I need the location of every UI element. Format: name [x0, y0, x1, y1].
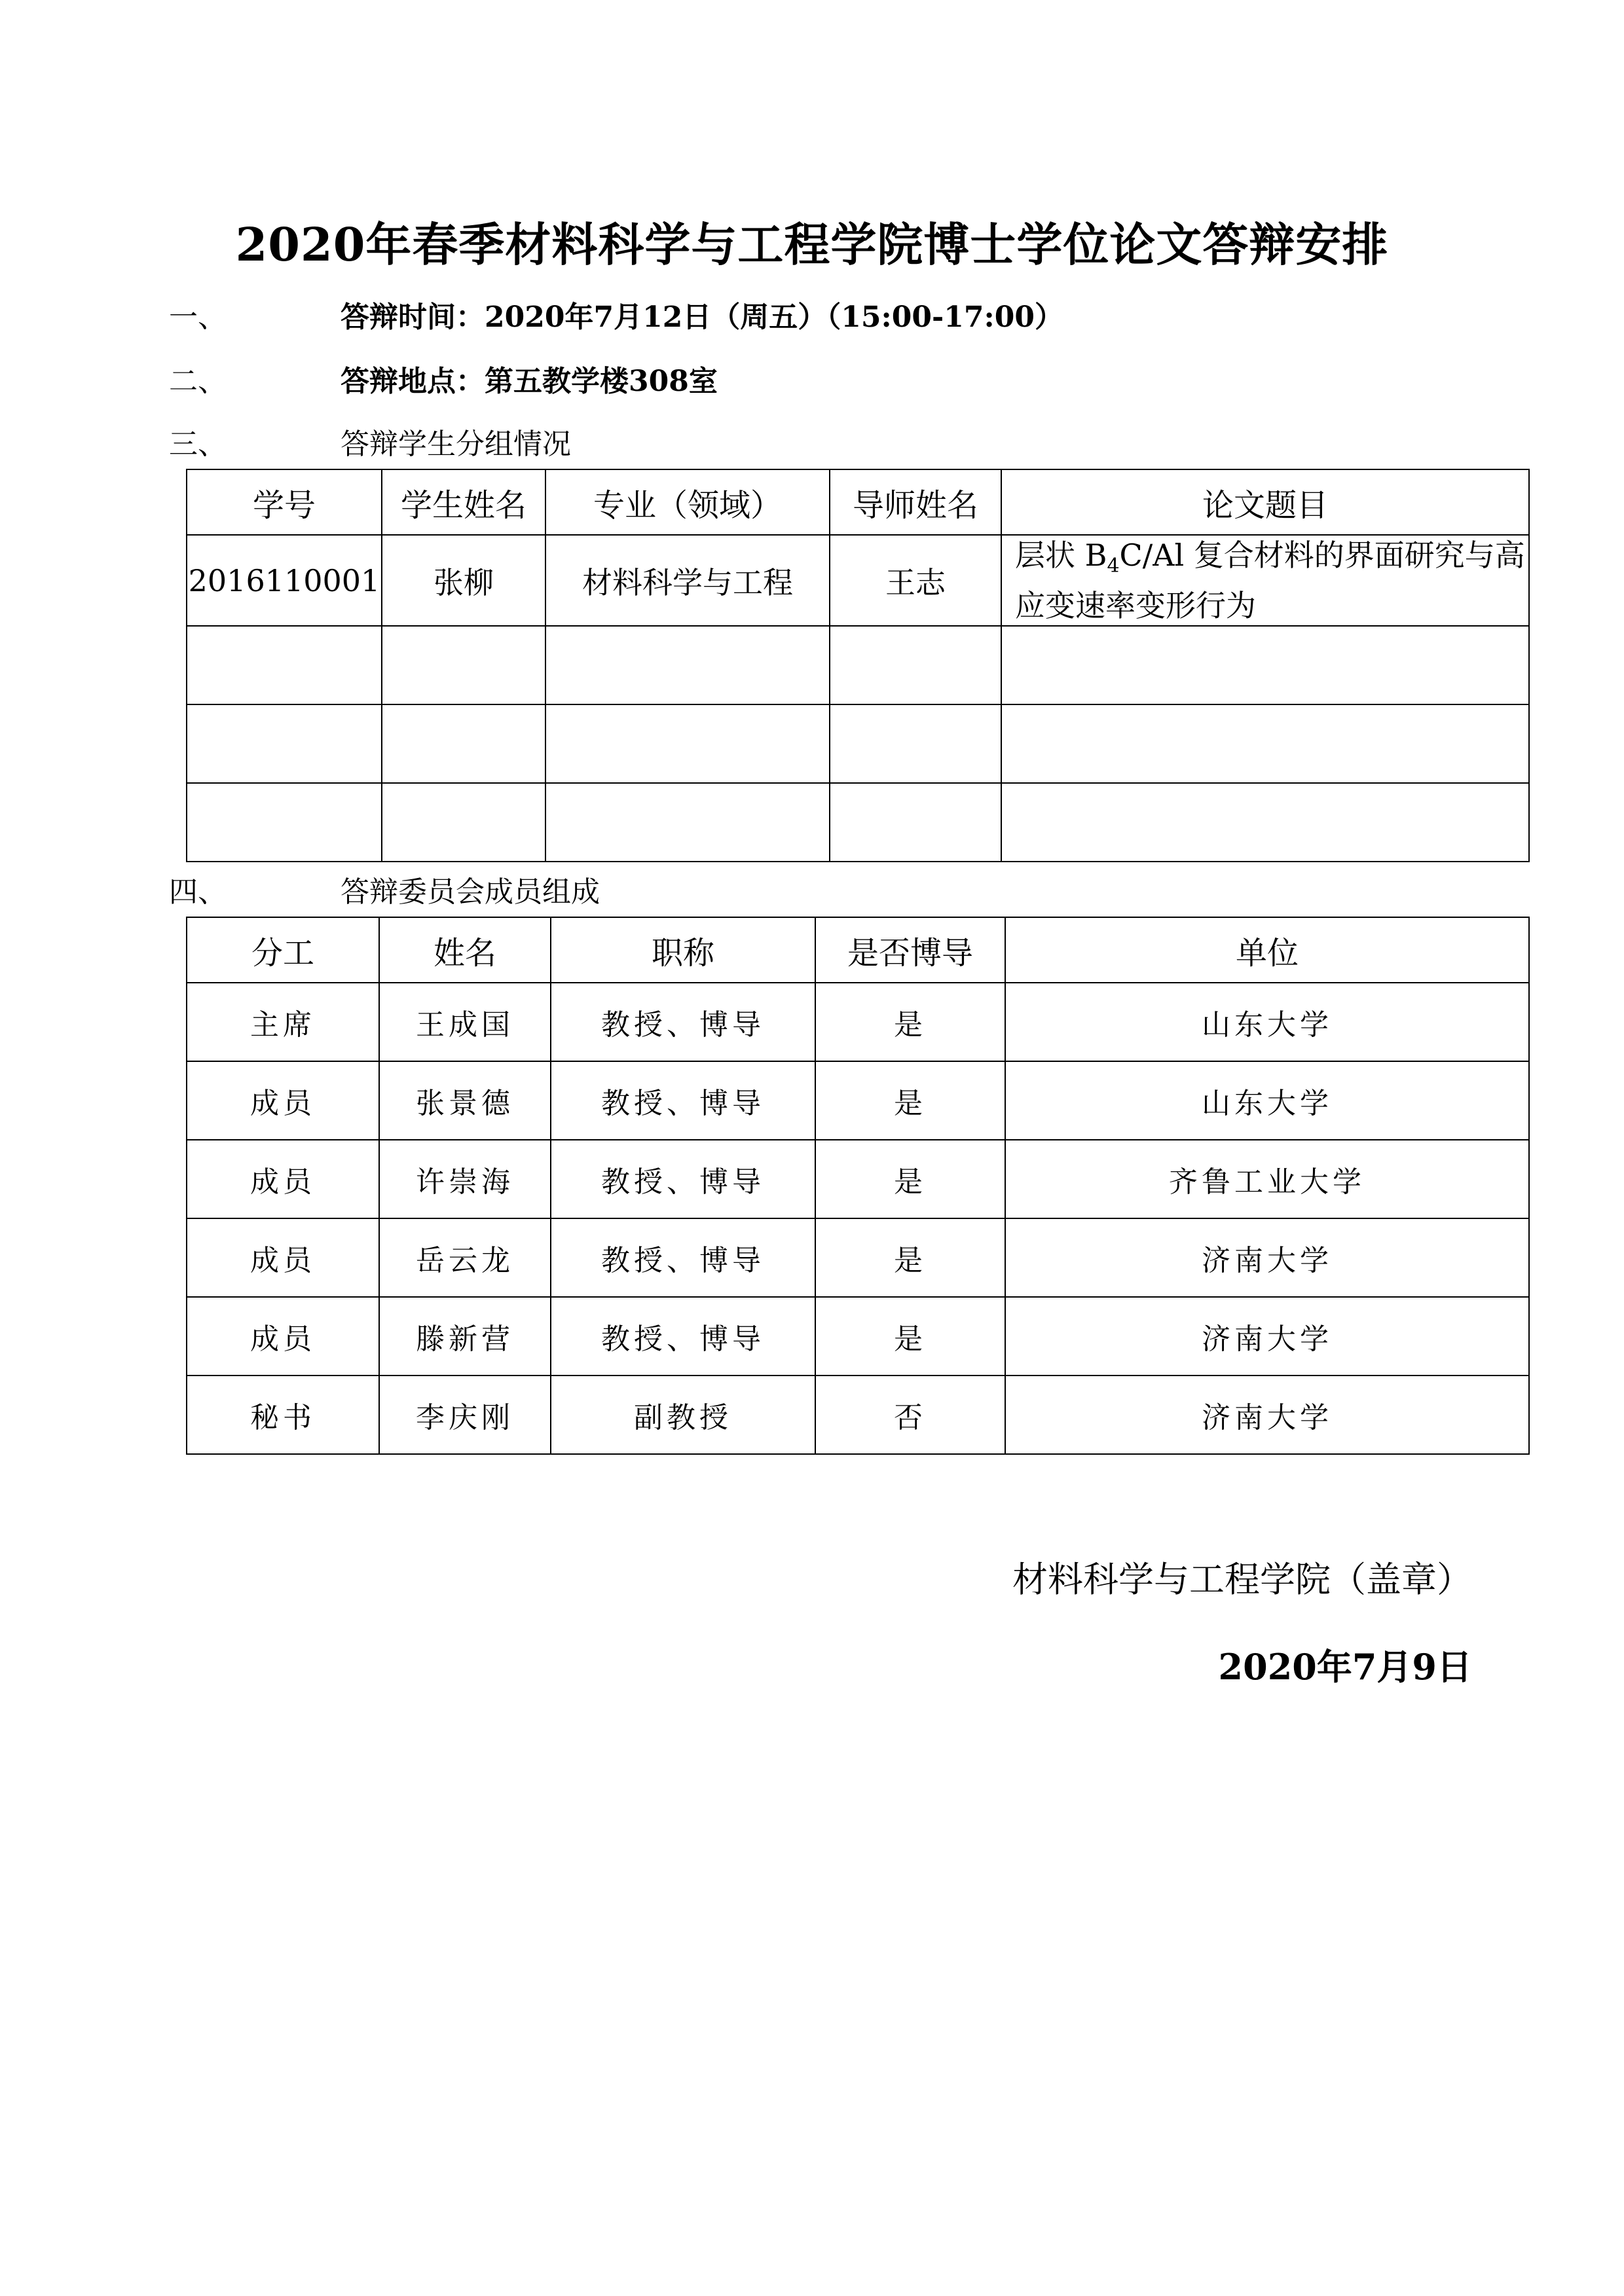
member-name-cell: 滕新营 [379, 1297, 551, 1376]
section-label: 答辩时间： [341, 301, 485, 334]
column-header: 论文题目 [1001, 469, 1529, 535]
affiliation-cell: 山东大学 [1005, 983, 1529, 1061]
doctoral-supervisor-cell: 是 [815, 1140, 1005, 1218]
member-name-cell: 岳云龙 [379, 1218, 551, 1297]
column-header: 单位 [1005, 917, 1529, 983]
role-cell: 秘书 [187, 1376, 379, 1454]
student-groups-table [186, 469, 1530, 862]
table-cell [187, 783, 382, 862]
rank-cell: 教授、博导 [551, 1140, 815, 1218]
rank-cell: 教授、博导 [551, 983, 815, 1061]
column-header: 是否博导 [815, 917, 1005, 983]
member-name-cell: 王成国 [379, 983, 551, 1061]
table-cell [545, 626, 830, 704]
rank-cell: 教授、博导 [551, 1061, 815, 1140]
table-row [187, 983, 1529, 1061]
member-name-cell: 许崇海 [379, 1140, 551, 1218]
table-cell [830, 626, 1001, 704]
table-cell [830, 704, 1001, 783]
affiliation-cell: 齐鲁工业大学 [1005, 1140, 1529, 1218]
defense-location-value: 第五教学楼308室 [485, 365, 718, 398]
table-cell [382, 704, 545, 783]
table-row [187, 1376, 1529, 1454]
student-id-cell: 2016110001 [187, 535, 382, 626]
table-cell [187, 626, 382, 704]
section-label: 答辩学生分组情况 [341, 428, 571, 461]
column-header: 职称 [551, 917, 815, 983]
column-header: 专业（领域） [545, 469, 830, 535]
affiliation-cell: 济南大学 [1005, 1297, 1529, 1376]
doctoral-supervisor-cell: 否 [815, 1376, 1005, 1454]
section-number: 一、 [169, 301, 227, 334]
table-cell [1001, 704, 1529, 783]
table-row [187, 1140, 1529, 1218]
section-number: 三、 [169, 428, 227, 461]
signing-date: 2020年7月9日 [1218, 1646, 1472, 1688]
doctoral-supervisor-cell: 是 [815, 1297, 1005, 1376]
column-header: 姓名 [379, 917, 551, 983]
rank-cell: 教授、博导 [551, 1218, 815, 1297]
role-cell: 成员 [187, 1140, 379, 1218]
table-cell [1001, 783, 1529, 862]
table-row [187, 626, 1529, 704]
role-cell: 成员 [187, 1297, 379, 1376]
section-number: 二、 [169, 365, 227, 398]
table-cell [545, 783, 830, 862]
member-name-cell: 李庆刚 [379, 1376, 551, 1454]
section-student-groups [169, 420, 571, 462]
table-cell [1001, 626, 1529, 704]
committee-table [186, 917, 1530, 1455]
table-cell [382, 626, 545, 704]
table-row [187, 1218, 1529, 1297]
role-cell: 主席 [187, 983, 379, 1061]
table-cell [187, 704, 382, 783]
defense-time-value: 2020年7月12日（周五）（15:00-17:00） [485, 301, 1063, 334]
table-row [187, 535, 1529, 626]
table-row [187, 704, 1529, 783]
section-defense-time [169, 293, 1063, 335]
section-committee [169, 868, 600, 910]
table-cell [830, 783, 1001, 862]
role-cell: 成员 [187, 1218, 379, 1297]
table-cell [545, 704, 830, 783]
table-row [187, 1297, 1529, 1376]
signing-organization: 材料科学与工程学院（盖章） [1012, 1559, 1472, 1600]
doctoral-supervisor-cell: 是 [815, 1218, 1005, 1297]
column-header: 导师姓名 [830, 469, 1001, 535]
section-defense-location [169, 357, 718, 399]
table-header-row [187, 917, 1529, 983]
table-row [187, 1061, 1529, 1140]
column-header: 学号 [187, 469, 382, 535]
role-cell: 成员 [187, 1061, 379, 1140]
section-label: 答辩地点： [341, 365, 485, 398]
affiliation-cell: 山东大学 [1005, 1061, 1529, 1140]
doctoral-supervisor-cell: 是 [815, 1061, 1005, 1140]
thesis-title-cell: 层状 $B_4C/Al$ 复合材料的界面研究与高应变速率变形行为 [1001, 535, 1529, 626]
member-name-cell: 张景德 [379, 1061, 551, 1140]
page-title: 2020年春季材料科学与工程学院博士学位论文答辩安排 [235, 217, 1389, 272]
affiliation-cell: 济南大学 [1005, 1376, 1529, 1454]
student-name-cell: 张柳 [382, 535, 545, 626]
major-cell: 材料科学与工程 [545, 535, 830, 626]
doctoral-supervisor-cell: 是 [815, 983, 1005, 1061]
column-header: 学生姓名 [382, 469, 545, 535]
table-cell [382, 783, 545, 862]
section-number: 四、 [169, 875, 227, 909]
rank-cell: 教授、博导 [551, 1297, 815, 1376]
section-label: 答辩委员会成员组成 [341, 875, 600, 909]
table-header-row [187, 469, 1529, 535]
column-header: 分工 [187, 917, 379, 983]
rank-cell: 副教授 [551, 1376, 815, 1454]
affiliation-cell: 济南大学 [1005, 1218, 1529, 1297]
table-row [187, 783, 1529, 862]
advisor-cell: 王志 [830, 535, 1001, 626]
